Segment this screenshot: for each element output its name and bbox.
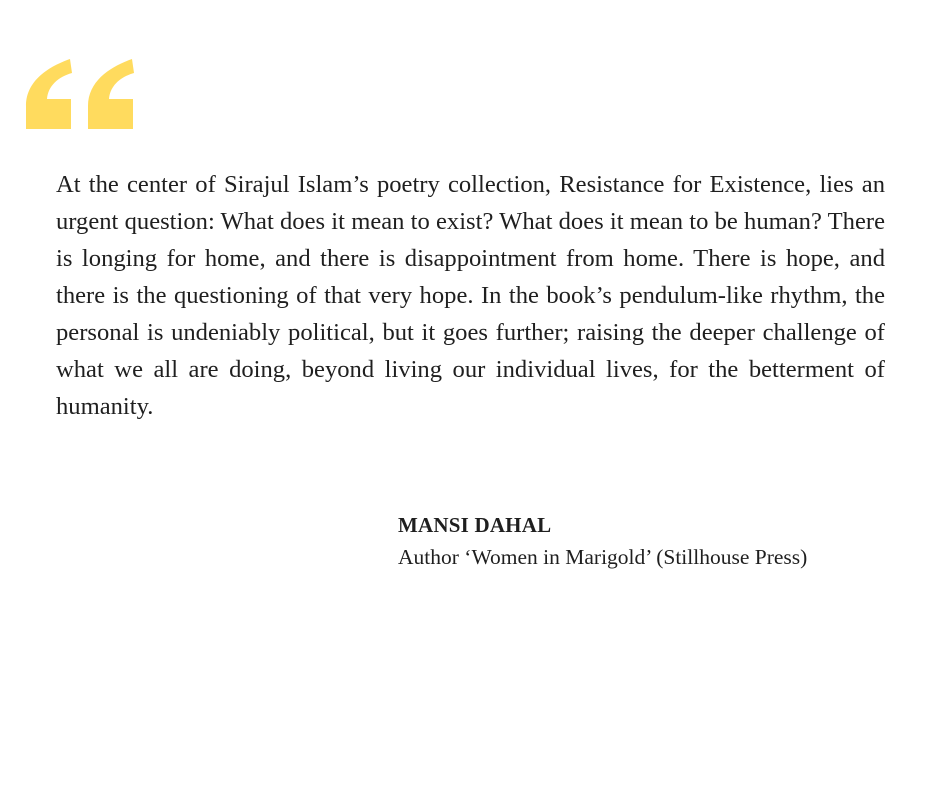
quote-text: At the center of Sirajul Islam’s poetry collection, Resistance for Existence, lies an urgent question: What does it mean to exist? What does it mean to be human? There is longing for home, and there is disappointment from home. There is hope, and there is the questioning of that very hope. In the book’s pendulum-like rhythm, the personal is undeniably political, but it goes further; raising the deeper challenge of what we all are doing, beyond living our individual lives, for the betterment of humanity. <box>56 171 885 420</box>
open-quote-icon <box>24 58 136 132</box>
author-name: MANSI DAHAL <box>398 513 552 537</box>
attribution <box>398 509 898 573</box>
author-credit: Author ‘Women in Marigold’ (Stillhouse Press) <box>398 545 808 569</box>
